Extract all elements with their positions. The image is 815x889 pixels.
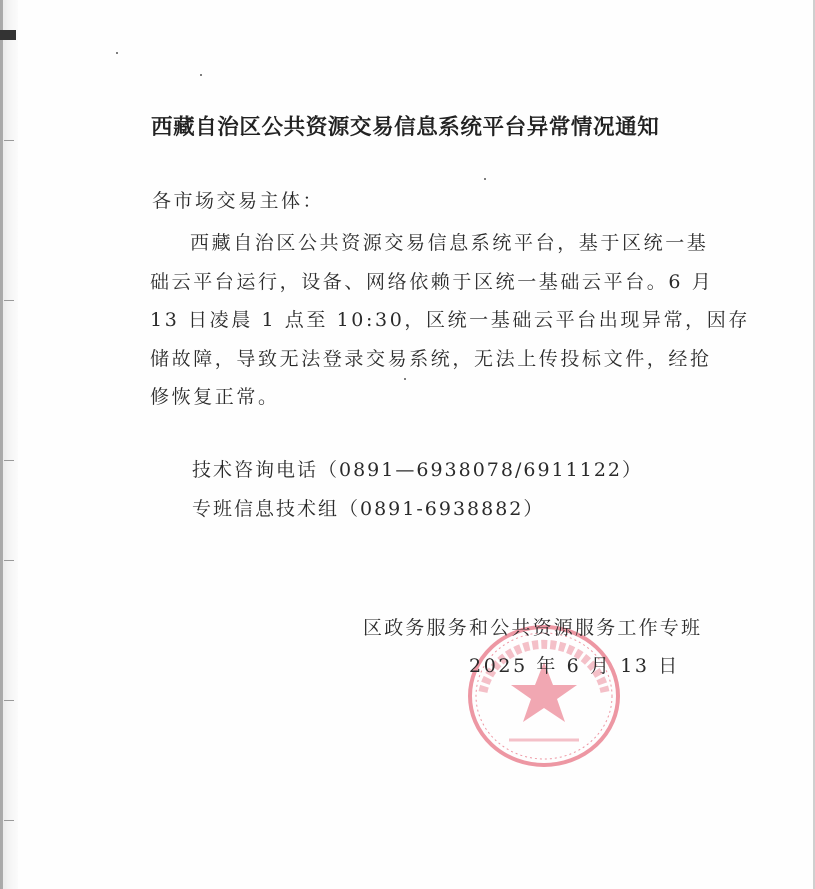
scanner-tick xyxy=(4,460,14,461)
body-line: 13 日凌晨 1 点至 10:30，区统一基础云平台出现异常，因存 xyxy=(150,309,750,331)
scanner-tick xyxy=(4,300,14,301)
salutation: 各市场交易主体： xyxy=(152,190,325,212)
scan-speck xyxy=(484,178,486,180)
body-line: 西藏自治区公共资源交易信息系统平台，基于区统一基 xyxy=(190,232,709,254)
scan-speck xyxy=(116,52,118,54)
document-title: 西藏自治区公共资源交易信息系统平台异常情况通知 xyxy=(151,115,660,140)
scan-speck xyxy=(200,74,202,76)
signing-organization: 区政务服务和公共资源服务工作专班 xyxy=(363,617,703,639)
scanner-tick xyxy=(4,820,14,821)
scanner-tick xyxy=(4,560,14,561)
scanner-tick xyxy=(4,140,14,141)
scanner-corner-mark xyxy=(0,30,16,40)
signing-date: 2025 年 6 月 13 日 xyxy=(469,655,680,677)
official-seal-stamp xyxy=(465,622,623,770)
scanner-edge-line xyxy=(0,0,3,889)
tech-support-phone: 技术咨询电话（0891—6938078/6911122） xyxy=(192,459,643,481)
body-line: 础云平台运行，设备、网络依赖于区统一基础云平台。6 月 xyxy=(150,270,714,293)
tech-group-phone: 专班信息技术组（0891-6938882） xyxy=(192,498,545,520)
body-line: 修恢复正常。 xyxy=(150,386,280,408)
body-paragraph xyxy=(150,224,750,417)
body-line: 储故障，导致无法登录交易系统，无法上传投标文件，经抢 xyxy=(150,347,712,370)
scanner-tick xyxy=(4,700,14,701)
